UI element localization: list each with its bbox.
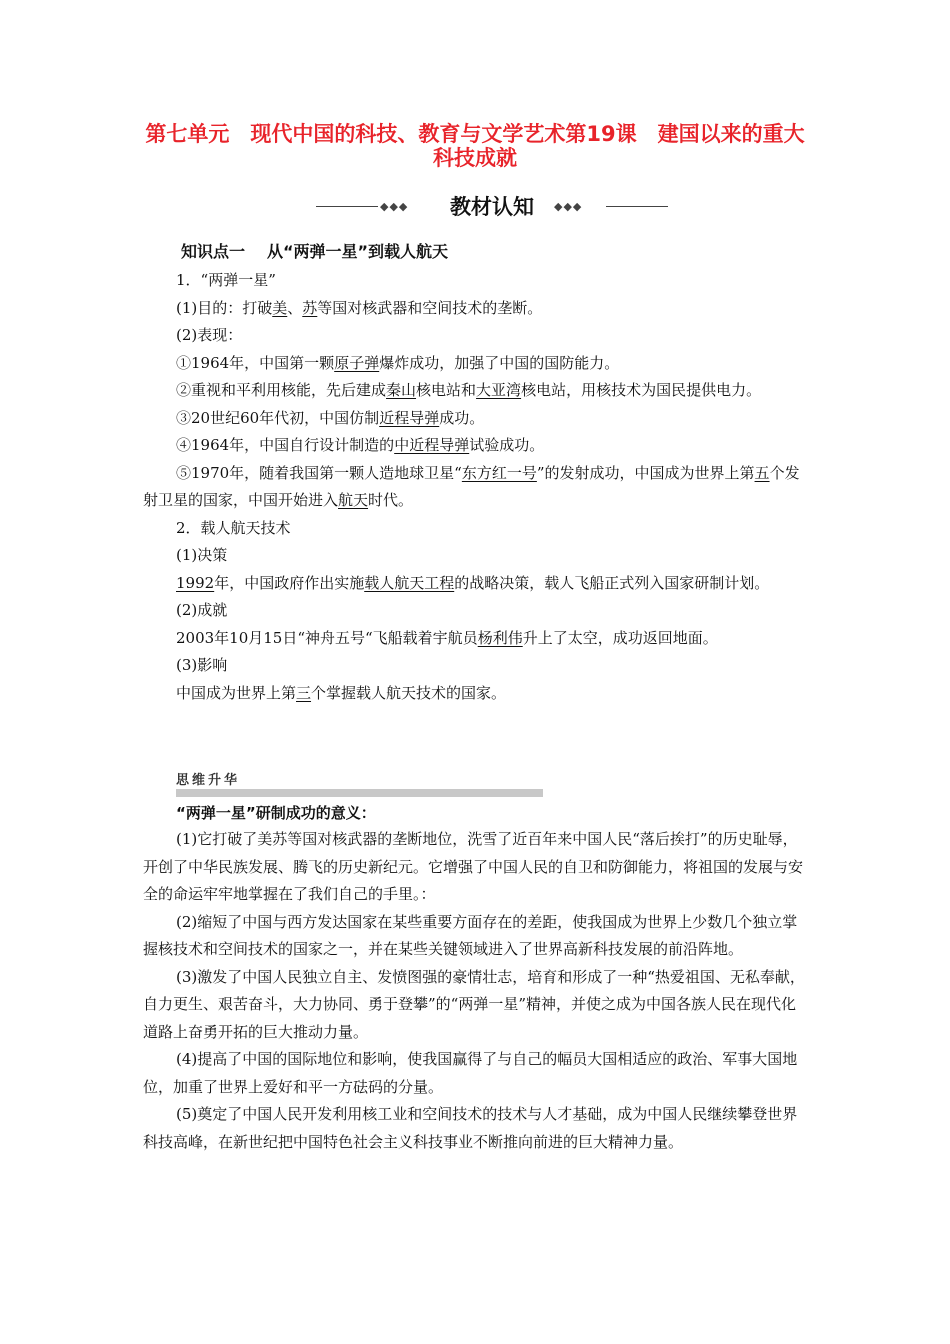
thinking-bar [176, 789, 543, 797]
paragraph: ①1964年，中国第一颗原子弹爆炸成功，加强了中国的国防能力。 [176, 353, 620, 372]
paragraph: 中国成为世界上第三个掌握载人航天技术的国家。 [176, 683, 507, 702]
section-heading [143, 237, 810, 267]
paragraph: (1)它打破了美苏等国对核武器的垄断地位，洗雪了近百年来中国人民“落后挨打”的历史耻辱，开创了中华民族发展、腾飞的历史新纪元。它增强了中国人民的自卫和防御能力，将祖国的发展与安全的命运牢牢地掌握在了我们自己的手里。： [143, 830, 804, 903]
paragraph: (1)目的：打破美、苏等国对核武器和空间技术的垄断。 [176, 298, 543, 317]
thinking-label-text: 思维升华 [176, 773, 241, 788]
item-subheading: (3)影响 [176, 656, 228, 674]
thinking-content [143, 800, 810, 1156]
diamond-ornament-icon: ◆◆◆ [380, 200, 409, 213]
banner-line-right [606, 206, 668, 207]
page-title: 第七单元 现代中国的科技、教育与文学艺术第19课 建国以来的重大科技成就 [145, 122, 805, 170]
paragraph: ③20世纪60年代初，中国仿制近程导弹成功。 [176, 408, 485, 427]
paragraph: ⑤1970年，随着我国第一颗人造地球卫星“东方红一号”的发射成功，中国成为世界上第五个发射卫星的国家，中国开始进入航天时代。 [143, 463, 800, 509]
thinking-heading: “两弹一星”研制成功的意义： [176, 804, 376, 822]
section-number: 知识点一 [181, 242, 246, 261]
thinking-label [176, 772, 543, 796]
section-title: 从“两弹一星”到载人航天 [267, 242, 449, 261]
paragraph: (2)缩短了中国与西方发达国家在某些重要方面存在的差距，使我国成为世界上少数几个独立掌握核技术和空间技术的国家之一，并在某些关键领域进入了世界高新科技发展的前沿阵地。 [143, 912, 798, 958]
banner-line-left [316, 206, 378, 207]
paragraph: ②重视和平利用核能，先后建成秦山核电站和大亚湾核电站，用核技术为国民提供电力。 [176, 381, 762, 399]
paragraph: ④1964年，中国自行设计制造的中近程导弹试验成功。 [176, 436, 545, 454]
paragraph: 2003年10月15日“神舟五号“飞船载着宇航员杨利伟升上了太空，成功返回地面。 [176, 628, 718, 647]
diamond-ornament-icon: ◆◆◆ [554, 200, 583, 213]
paragraph: (5)奠定了中国人民开发利用核工业和空间技术的技术与人才基础，成为中国人民继续攀登世界科技高峰，在新世纪把中国特色社会主义科技事业不断推向前进的巨大精神力量。 [143, 1105, 798, 1151]
paragraph: 1992年，中国政府作出实施载人航天工程的战略决策，载人飞船正式列入国家研制计划。 [176, 573, 770, 592]
paragraph: (4)提高了中国的国际地位和影响，使我国赢得了与自己的幅员大国相适应的政治、军事大国地位，加重了世界上爱好和平一方砝码的分量。 [143, 1050, 798, 1096]
item-heading: 1．“两弹一星” [176, 271, 276, 289]
banner-label: 教材认知 [450, 195, 534, 219]
item-subheading: (2)表现： [176, 326, 243, 344]
item-heading: 2．载人航天技术 [176, 518, 291, 537]
knowledge-content [143, 237, 810, 707]
paragraph: (3)激发了中国人民独立自主、发愤图强的豪情壮志，培育和形成了一种“热爱祖国、无私奉献，自力更生、艰苦奋斗，大力协同、勇于登攀”的“两弹一星”精神，并使之成为中国各族人民在现代化道路上奋勇开拓的巨大推动力量。 [143, 967, 805, 1041]
item-subheading: (1)决策 [176, 546, 228, 564]
section-banner [316, 193, 668, 221]
item-subheading: (2)成就 [176, 601, 228, 619]
